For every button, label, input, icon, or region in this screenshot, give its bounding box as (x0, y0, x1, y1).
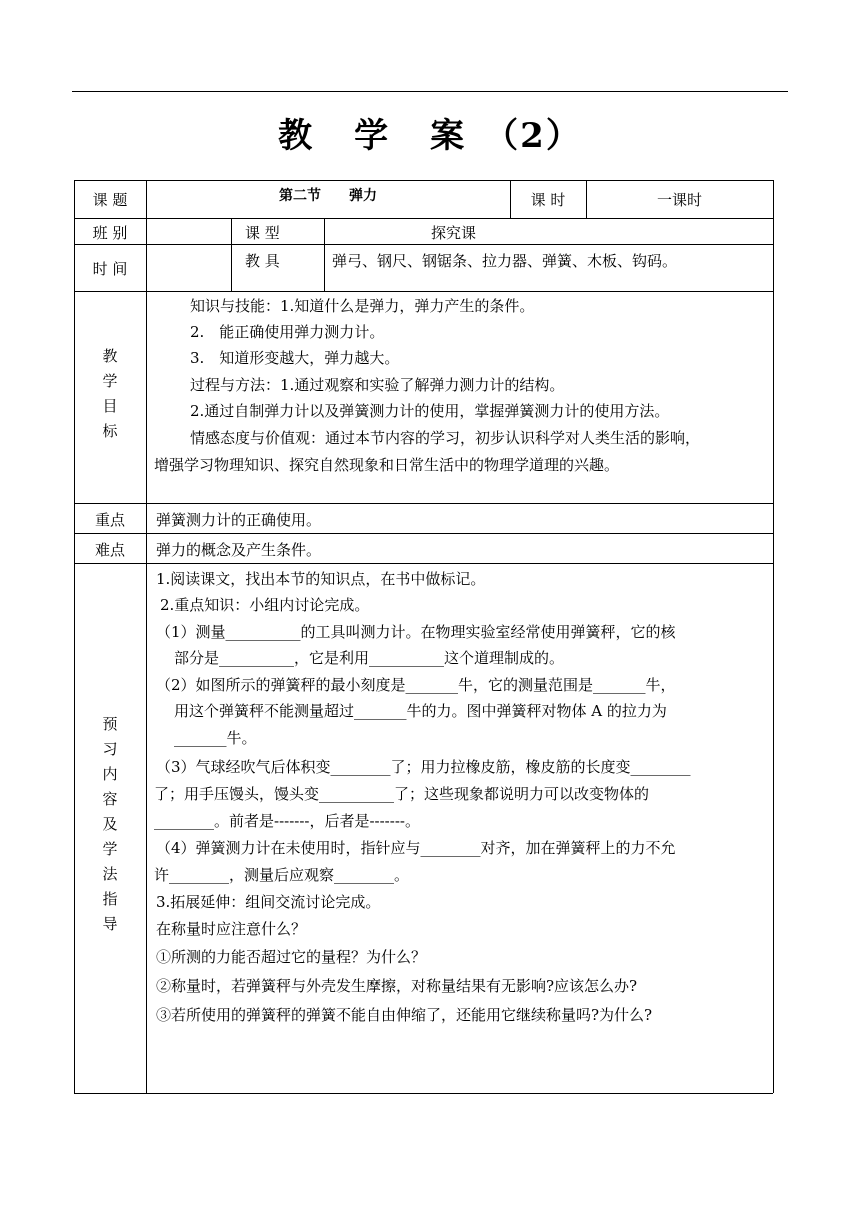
table-border-bottom (74, 1093, 773, 1094)
guide-line: ②称量时，若弹簧秤与外壳发生摩擦，对称量结果有无影响?应该怎么办? (156, 977, 638, 995)
key-point-value: 弹簧测力计的正确使用。 (156, 511, 322, 529)
guide-content (154, 566, 770, 1091)
topic-value: 第二节 弹力 (279, 188, 377, 204)
guide-line: 许________，测量后应观察________。 (154, 866, 410, 884)
col-line (324, 218, 325, 291)
guide-line: 部分是__________，它是利用__________这个道理制成的。 (174, 649, 565, 667)
objective-line: 知识与技能：1.知道什么是弹力，弹力产生的条件。 (190, 297, 535, 315)
objective-line: 2. 能正确使用弹力测力计。 (190, 323, 385, 341)
objective-line: 2.通过自制弹力计以及弹簧测力计的使用，掌握弹簧测力计的使用方法。 (190, 402, 670, 420)
col-line (146, 180, 147, 1093)
header-rule (72, 91, 788, 92)
objectives-content (154, 293, 770, 501)
guide-line: 2.重点知识：小组内讨论完成。 (160, 596, 370, 614)
guide-line: 1.阅读课文，找出本节的知识点，在书中做标记。 (156, 570, 486, 588)
objective-line: 过程与方法：1.通过观察和实验了解弹力测力计的结构。 (190, 376, 565, 394)
objective-line: 3. 知道形变越大，弹力越大。 (190, 349, 400, 367)
row-line (74, 563, 773, 564)
guide-line: _______牛。 (174, 729, 257, 747)
row-line (74, 533, 773, 534)
period-value: 一课时 (656, 191, 702, 209)
lesson-plan-table (74, 180, 773, 1093)
tools-value: 弹弓、钢尺、钢锯条、拉力器、弹簧、木板、钩码。 (332, 252, 678, 270)
tools-label: 教 具 (245, 252, 280, 270)
guide-label: 预 习 内 容 及 学 法 指 导 (102, 715, 118, 933)
guide-line: （1）测量__________的工具叫测力计。在物理实验室经常使用弹簧秤，它的核 (156, 623, 676, 641)
topic-label: 课 题 (92, 191, 128, 209)
difficulty-label: 难点 (94, 541, 125, 559)
class-label: 班 别 (92, 224, 128, 242)
table-border-top (74, 180, 773, 181)
row-line (74, 244, 773, 245)
table-border-right (773, 180, 774, 1093)
key-point-label: 重点 (94, 511, 125, 529)
guide-line: （4）弹簧测力计在未使用时，指针应与________对齐，加在弹簧秤上的力不允 (156, 839, 676, 857)
page-title: 教 学 案 （2） (278, 116, 582, 156)
table-border-left (74, 180, 75, 1093)
type-value: 探究课 (431, 224, 477, 242)
guide-line: 了；用手压馒头，馒头变__________了；这些现象都说明力可以改变物体的 (154, 785, 650, 803)
guide-line: 用这个弹簧秤不能测量超过_______牛的力。图中弹簧秤对物体 A 的拉力为 (174, 702, 667, 720)
guide-line: ________。前者是-------，后者是-------。 (154, 812, 420, 830)
type-label: 课 型 (245, 224, 280, 242)
row-line (74, 503, 773, 504)
guide-line: 3.拓展延伸：组间交流讨论完成。 (156, 893, 381, 911)
guide-line: ③若所使用的弹簧秤的弹簧不能自由伸缩了，还能用它继续称量吗?为什么? (156, 1006, 653, 1024)
time-label: 时 间 (92, 260, 128, 278)
objectives-label: 教 学 目 标 (102, 347, 118, 440)
period-label: 课 时 (530, 191, 566, 209)
guide-line: ①所测的力能否超过它的量程？为什么？ (156, 948, 427, 966)
guide-line: （3）气球经吹气后体积变________了；用力拉橡皮筋，橡皮筋的长度变________ (156, 758, 691, 776)
row-line (74, 218, 773, 219)
difficulty-value: 弹力的概念及产生条件。 (156, 541, 322, 559)
objective-line: 情感态度与价值观：通过本节内容的学习，初步认识科学对人类生活的影响， (190, 429, 701, 447)
guide-line: （2）如图所示的弹簧秤的最小刻度是_______牛，它的测量范围是_______牛， (156, 676, 676, 694)
row-line (74, 291, 773, 292)
objective-line: 增强学习物理知识、探究自然现象和日常生活中的物理学道理的兴趣。 (154, 456, 620, 474)
guide-line: 在称量时应注意什么？ (156, 920, 307, 938)
